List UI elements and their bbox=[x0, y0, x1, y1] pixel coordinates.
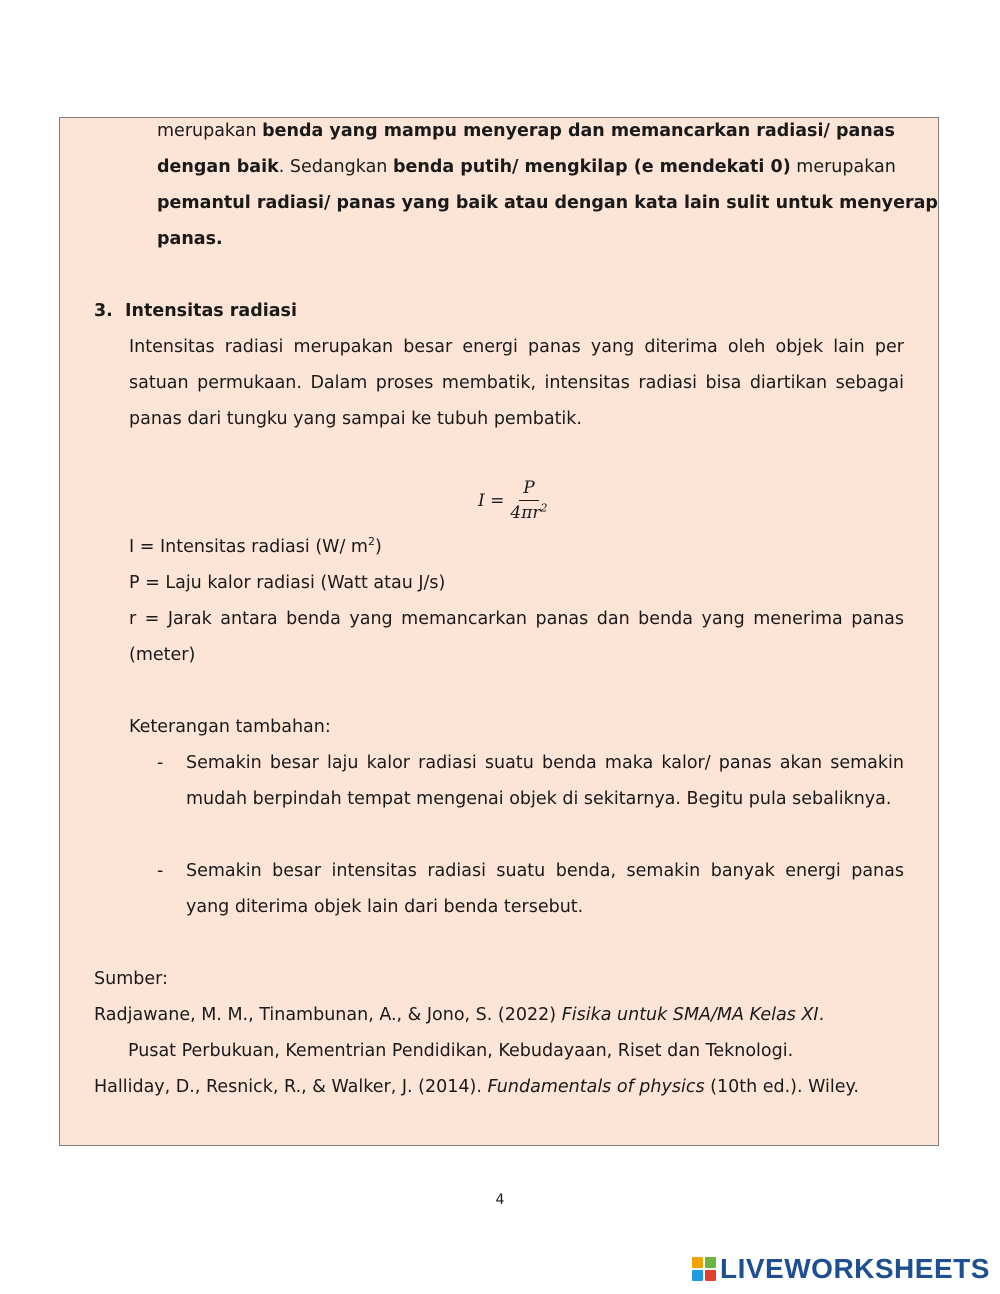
logo-text: LIVEWORKSHEETS bbox=[720, 1253, 990, 1284]
bullet-item-1: Semakin besar laju kalor radiasi suatu benda maka kalor/ panas akan semakin mudah berpindah tempat mengenai objek di sekitarnya. Begitu pula sebaliknya. bbox=[186, 753, 904, 809]
reference-1: Radjawane, M. M., Tinambunan, A., & Jono, S. (2022) Fisika untuk SMA/MA Kelas XI. bbox=[94, 1005, 825, 1025]
formula-lhs: I = bbox=[478, 490, 505, 511]
intensity-formula bbox=[478, 478, 548, 523]
intro-line-4: panas. bbox=[157, 229, 223, 249]
formula-fraction bbox=[510, 478, 547, 523]
bullet-marker: - bbox=[157, 753, 164, 773]
sources-label: Sumber: bbox=[94, 969, 168, 989]
reference-2: Halliday, D., Resnick, R., & Walker, J. (2014). Fundamentals of physics (10th ed.). Wiley. bbox=[94, 1077, 859, 1097]
definition-r: r = Jarak antara benda yang memancarkan panas dan benda yang menerima panas (meter) bbox=[129, 609, 904, 665]
logo-icon bbox=[692, 1257, 716, 1281]
definition-p: P = Laju kalor radiasi (Watt atau J/s) bbox=[129, 573, 446, 593]
intro-line-2: dengan baik. Sedangkan benda putih/ mengkilap (e mendekati 0) merupakan bbox=[157, 157, 896, 177]
definition-i: I = Intensitas radiasi (W/ $m^2$) bbox=[129, 535, 382, 557]
bullet-marker: - bbox=[157, 861, 164, 881]
formula-denominator: $4\pi r^2$ bbox=[510, 501, 548, 523]
liveworksheets-logo bbox=[692, 1253, 990, 1285]
page-number: 4 bbox=[495, 1192, 505, 1208]
intro-line-1: merupakan benda yang mampu menyerap dan memancarkan radiasi/ panas bbox=[157, 121, 895, 141]
bullet-item-2: Semakin besar intensitas radiasi suatu benda, semakin banyak energi panas yang diterima objek lain dari benda tersebut. bbox=[186, 861, 904, 917]
reference-1-line-2: Pusat Perbukuan, Kementrian Pendidikan, Kebudayaan, Riset dan Teknologi. bbox=[128, 1041, 794, 1061]
formula-numerator: P bbox=[519, 478, 538, 501]
intro-line-3: pemantul radiasi/ panas yang baik atau dengan kata lain sulit untuk menyerap bbox=[157, 193, 938, 213]
keterangan-title: Keterangan tambahan: bbox=[129, 717, 331, 737]
section-paragraph: Intensitas radiasi merupakan besar energi panas yang diterima oleh objek lain per satuan permukaan. Dalam proses membatik, intensitas radiasi bisa diartikan sebagai panas dari tungku yang sampai ke tubuh pembatik. bbox=[129, 337, 904, 429]
section-heading: 3. Intensitas radiasi bbox=[94, 301, 297, 321]
